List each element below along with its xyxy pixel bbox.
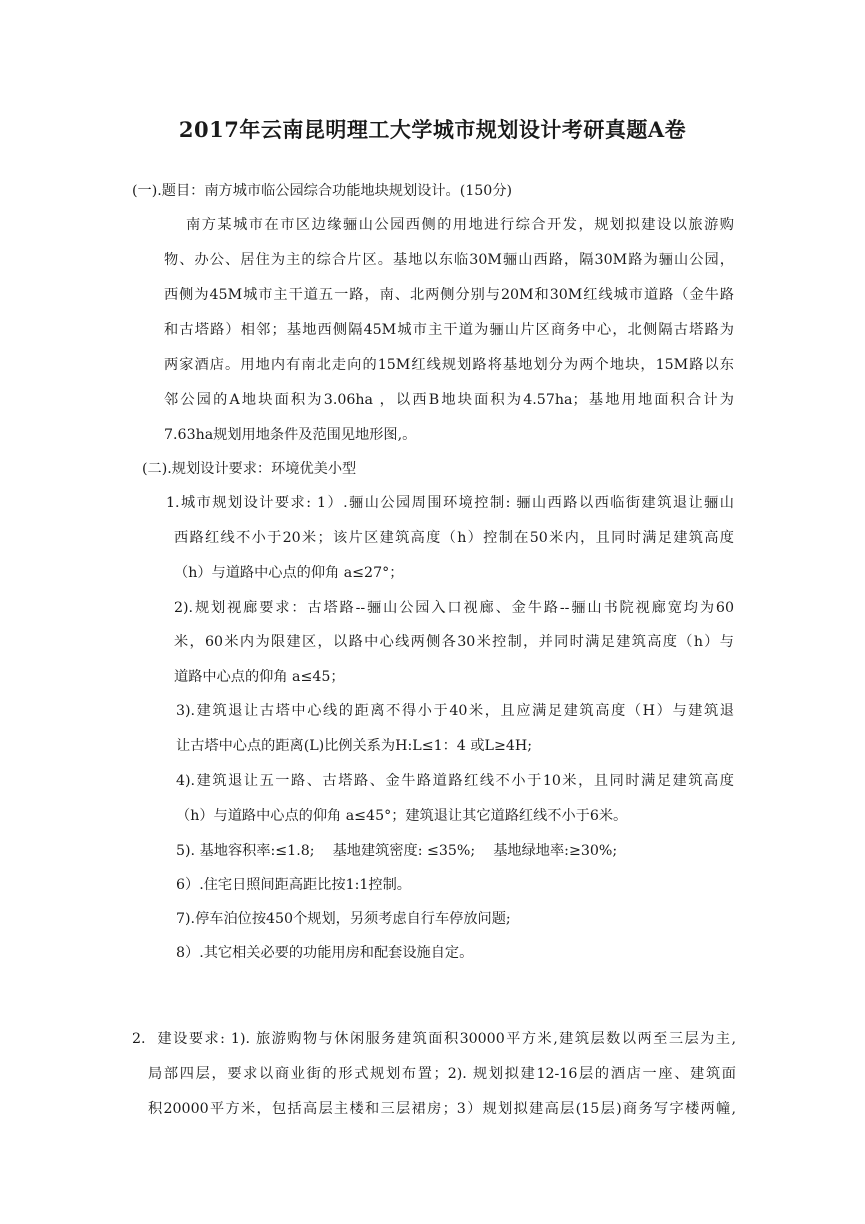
requirement-1-line: 1.城市规划设计要求: 1）.骊山公园周围环境控制: 骊山西路以西临街建筑退让骊山 xyxy=(166,495,734,511)
requirement-2-line: 道路中心点的仰角 a≤45； xyxy=(174,669,345,685)
construction-requirements-line: 局部四层，要求以商业街的形式规划布置；2). 规划拟建12-16层的酒店一座、建筑面 xyxy=(148,1066,736,1082)
construction-requirements-line: 积20000平方米，包括高层主楼和三层裙房；3）规划拟建高层(15层)商务写字楼两幢, xyxy=(148,1101,736,1117)
section1-paragraph-line: 两家酒店。用地内有南北走向的15M红线规划路将基地划分为两个地块，15M路以东 xyxy=(164,357,734,373)
document-title: 2017年云南昆明理工大学城市规划设计考研真题A卷 xyxy=(178,117,687,142)
construction-requirements-line: 2. 建设要求: 1). 旅游购物与休闲服务建筑面积30000平方米,建筑层数以两至三层为主, xyxy=(132,1031,736,1047)
section1-paragraph-line: 和古塔路）相邻；基地西侧隔45M城市主干道为骊山片区商务中心，北侧隔古塔路为 xyxy=(164,322,734,338)
requirement-4-line: 4).建筑退让五一路、古塔路、金牛路道路红线不小于10米，且同时满足建筑高度 xyxy=(176,773,734,789)
section1-paragraph-line: 邻公园的A地块面积为3.06ha ，以西B地块面积为4.57ha；基地用地面积合计为 xyxy=(164,392,734,408)
section2-heading: (二).规划设计要求：环境优美小型 xyxy=(142,461,357,477)
requirement-2-line: 2).规划视廊要求：古塔路--骊山公园入口视廊、金牛路--骊山书院视廊宽均为60 xyxy=(174,600,734,616)
requirement-5: 5). 基地容积率:≤1.8; 基地建筑密度: ≤35%; 基地绿地率:≥30%; xyxy=(176,843,618,859)
requirement-1-line: （h）与道路中心点的仰角 a≤27°； xyxy=(174,565,404,581)
requirement-4-line: （h）与道路中心点的仰角 a≤45°；建筑退让其它道路红线不小于6米。 xyxy=(176,808,628,824)
requirement-8: 8）.其它相关必要的功能用房和配套设施自定。 xyxy=(176,945,474,961)
requirement-7: 7).停车泊位按450个规划，另须考虑自行车停放问题; xyxy=(176,911,511,927)
requirement-2-line: 米，60米内为限建区，以路中心线两侧各30米控制，并同时满足建筑高度（h）与 xyxy=(174,634,734,650)
section1-paragraph-line: 西侧为45M城市主干道五一路，南、北两侧分别与20M和30M红线城市道路（金牛路 xyxy=(164,287,734,303)
section1-paragraph-line: 物、办公、居住为主的综合片区。基地以东临30M骊山西路，隔30M路为骊山公园， xyxy=(164,252,734,268)
section1-paragraph-line: 7.63ha规划用地条件及范围见地形图,。 xyxy=(164,427,417,443)
requirement-3-line: 3).建筑退让古塔中心线的距离不得小于40米，且应满足建筑高度（H）与建筑退 xyxy=(176,703,734,719)
requirement-1-line: 西路红线不小于20米；该片区建筑高度（h）控制在50米内，且同时满足建筑高度 xyxy=(174,530,734,546)
section1-paragraph-line: 南方某城市在市区边缘骊山公园西侧的用地进行综合开发，规划拟建设以旅游购 xyxy=(186,217,734,233)
section1-heading: (一).题目：南方城市临公园综合功能地块规划设计。(150分) xyxy=(132,183,513,199)
requirement-3-line: 让古塔中心点的距离(L)比例关系为H:L≤1：4 或L≥4H; xyxy=(176,738,533,754)
requirement-6: 6）.住宅日照间距高距比按1:1控制。 xyxy=(176,877,411,893)
